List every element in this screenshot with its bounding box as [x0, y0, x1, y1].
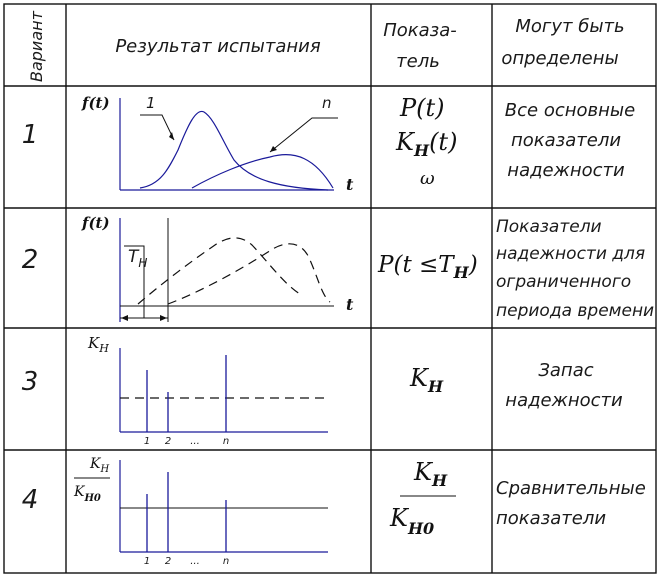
- row4-tick-dots: ...: [190, 556, 200, 567]
- row1-variant: 1: [21, 120, 39, 150]
- row4-variant: 4: [21, 485, 39, 515]
- row1-indicator-k: $K_H(t)$: [396, 128, 458, 160]
- row1-curve-1: [140, 111, 328, 190]
- row1-y-label: f(t): [82, 94, 110, 112]
- header-determined-2: определены: [501, 48, 619, 69]
- row4-tick-1: 1: [143, 556, 151, 567]
- header-determined-1: Могут быть: [515, 16, 625, 37]
- row1-indicator-p: P(t): [400, 94, 445, 122]
- row3-determined-1: Запас: [538, 360, 594, 381]
- row3-indicator-k: $K_H$: [410, 364, 444, 396]
- row3-y-label: $K_H$: [88, 334, 109, 355]
- row3-indicator: [409, 364, 444, 396]
- row1-label-n: n: [322, 94, 332, 112]
- row4-determined-2: показатели: [496, 508, 607, 529]
- row2-determined-1: Показатели: [496, 217, 602, 237]
- row3-tick-n: n: [222, 436, 230, 447]
- row4-indicator-den: $K_{H0}$: [390, 504, 435, 538]
- row3-variant: 3: [21, 367, 39, 397]
- row2-graph: [81, 214, 354, 322]
- row2-x-label: t: [346, 295, 354, 314]
- row1-graph: [81, 94, 354, 194]
- row1-determined-1: Все основные: [504, 100, 636, 121]
- header-result: Результат испытания: [115, 36, 321, 57]
- row1-determined: [505, 100, 635, 181]
- row3-tick-1: 1: [143, 436, 151, 447]
- row2-determined-3: ограниченного: [496, 272, 632, 292]
- header-variant: Вариант: [27, 11, 46, 82]
- row2-y-label: f(t): [82, 214, 110, 232]
- row4-y-label-den: $K_{H0}$: [74, 484, 101, 504]
- row2-determined: [496, 217, 654, 321]
- row2-variant: 2: [21, 245, 39, 275]
- row1-determined-3: надежности: [507, 160, 625, 181]
- row3-determined-2: надежности: [505, 390, 623, 411]
- row2-indicator-text: $P(t \le T_H)$: [378, 252, 478, 282]
- row1-x-label: t: [346, 175, 354, 194]
- row1-determined-2: показатели: [510, 130, 622, 151]
- row3-graph: [87, 334, 328, 447]
- row4-y-label-num: $K_H$: [90, 456, 110, 475]
- row4-tick-n: n: [222, 556, 230, 567]
- row2-curve-n: [168, 244, 330, 304]
- row2-interval-label: $T_Н$: [128, 247, 148, 270]
- header-indicator-1: Показа-: [383, 20, 457, 41]
- header-indicator-2: тель: [396, 51, 440, 72]
- row4-determined-1: Сравнительные: [496, 478, 646, 499]
- row4-indicator: [389, 458, 456, 538]
- row4-determined: [496, 478, 646, 529]
- row3-determined: [505, 360, 623, 411]
- row1-indicator: [395, 94, 457, 189]
- row1-indicator-omega: ω: [420, 168, 435, 189]
- row1-label-1: 1: [146, 94, 156, 112]
- row3-tick-dots: ...: [190, 436, 200, 447]
- row2-indicator: [377, 252, 478, 282]
- row2-determined-4: периода времени: [496, 301, 655, 321]
- row3-tick-2: 2: [164, 436, 172, 447]
- row4-tick-2: 2: [164, 556, 172, 567]
- row2-determined-2: надежности для: [496, 244, 646, 264]
- row4-indicator-num: $K_H$: [414, 458, 448, 490]
- row4-graph: [73, 456, 328, 567]
- row1-curve-n: [192, 155, 333, 188]
